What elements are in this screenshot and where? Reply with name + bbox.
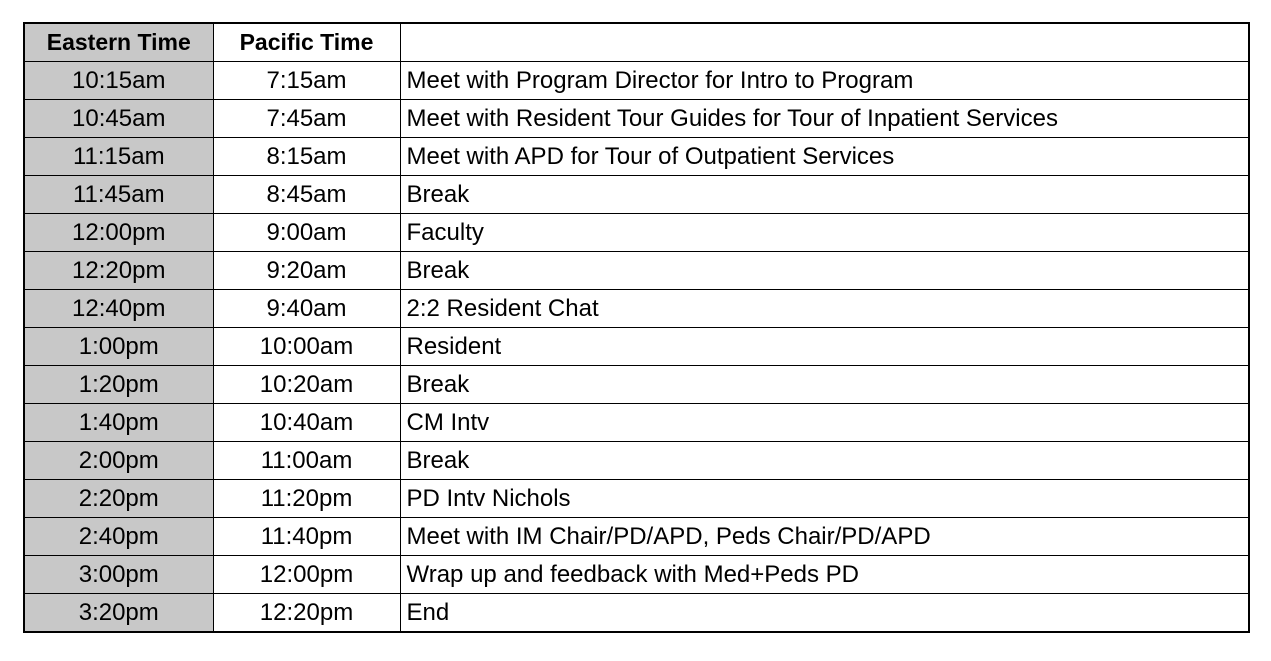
eastern-time-cell: 3:00pm	[24, 556, 213, 594]
table-row	[24, 480, 1249, 518]
table-row	[24, 404, 1249, 442]
table-row	[24, 252, 1249, 290]
event-cell: Break	[400, 442, 1249, 480]
pacific-time-cell: 8:15am	[213, 138, 400, 176]
table-row	[24, 594, 1249, 633]
table-row	[24, 328, 1249, 366]
event-cell: Meet with Program Director for Intro to Program	[400, 62, 1249, 100]
table-row	[24, 556, 1249, 594]
event-cell: Faculty	[400, 214, 1249, 252]
schedule-table	[23, 22, 1250, 633]
event-cell: Break	[400, 366, 1249, 404]
pacific-time-header: Pacific Time	[213, 23, 400, 62]
pacific-time-cell: 10:40am	[213, 404, 400, 442]
eastern-time-cell: 11:45am	[24, 176, 213, 214]
table-row	[24, 290, 1249, 328]
event-cell: Meet with APD for Tour of Outpatient Services	[400, 138, 1249, 176]
pacific-time-cell: 10:20am	[213, 366, 400, 404]
table-row	[24, 214, 1249, 252]
table-row	[24, 62, 1249, 100]
eastern-time-cell: 12:40pm	[24, 290, 213, 328]
pacific-time-cell: 9:00am	[213, 214, 400, 252]
event-cell: Meet with Resident Tour Guides for Tour of Inpatient Services	[400, 100, 1249, 138]
pacific-time-cell: 11:20pm	[213, 480, 400, 518]
schedule-body	[24, 62, 1249, 633]
eastern-time-cell: 12:00pm	[24, 214, 213, 252]
eastern-time-cell: 12:20pm	[24, 252, 213, 290]
event-cell: Resident	[400, 328, 1249, 366]
eastern-time-cell: 1:20pm	[24, 366, 213, 404]
event-cell: 2:2 Resident Chat	[400, 290, 1249, 328]
event-cell: Break	[400, 176, 1249, 214]
event-cell: Meet with IM Chair/PD/APD, Peds Chair/PD/APD	[400, 518, 1249, 556]
pacific-time-cell: 7:15am	[213, 62, 400, 100]
pacific-time-cell: 12:00pm	[213, 556, 400, 594]
event-cell: CM Intv	[400, 404, 1249, 442]
event-header	[400, 23, 1249, 62]
eastern-time-header: Eastern Time	[24, 23, 213, 62]
table-row	[24, 366, 1249, 404]
pacific-time-cell: 9:40am	[213, 290, 400, 328]
pacific-time-cell: 11:00am	[213, 442, 400, 480]
eastern-time-cell: 1:00pm	[24, 328, 213, 366]
pacific-time-cell: 11:40pm	[213, 518, 400, 556]
event-cell: PD Intv Nichols	[400, 480, 1249, 518]
eastern-time-cell: 1:40pm	[24, 404, 213, 442]
eastern-time-cell: 10:45am	[24, 100, 213, 138]
table-row	[24, 138, 1249, 176]
eastern-time-cell: 3:20pm	[24, 594, 213, 633]
header-row	[24, 23, 1249, 62]
table-row	[24, 442, 1249, 480]
eastern-time-cell: 2:00pm	[24, 442, 213, 480]
table-row	[24, 100, 1249, 138]
event-cell: End	[400, 594, 1249, 633]
eastern-time-cell: 2:20pm	[24, 480, 213, 518]
eastern-time-cell: 2:40pm	[24, 518, 213, 556]
pacific-time-cell: 9:20am	[213, 252, 400, 290]
table-row	[24, 518, 1249, 556]
pacific-time-cell: 10:00am	[213, 328, 400, 366]
table-row	[24, 176, 1249, 214]
pacific-time-cell: 7:45am	[213, 100, 400, 138]
eastern-time-cell: 10:15am	[24, 62, 213, 100]
pacific-time-cell: 8:45am	[213, 176, 400, 214]
pacific-time-cell: 12:20pm	[213, 594, 400, 633]
eastern-time-cell: 11:15am	[24, 138, 213, 176]
event-cell: Wrap up and feedback with Med+Peds PD	[400, 556, 1249, 594]
event-cell: Break	[400, 252, 1249, 290]
